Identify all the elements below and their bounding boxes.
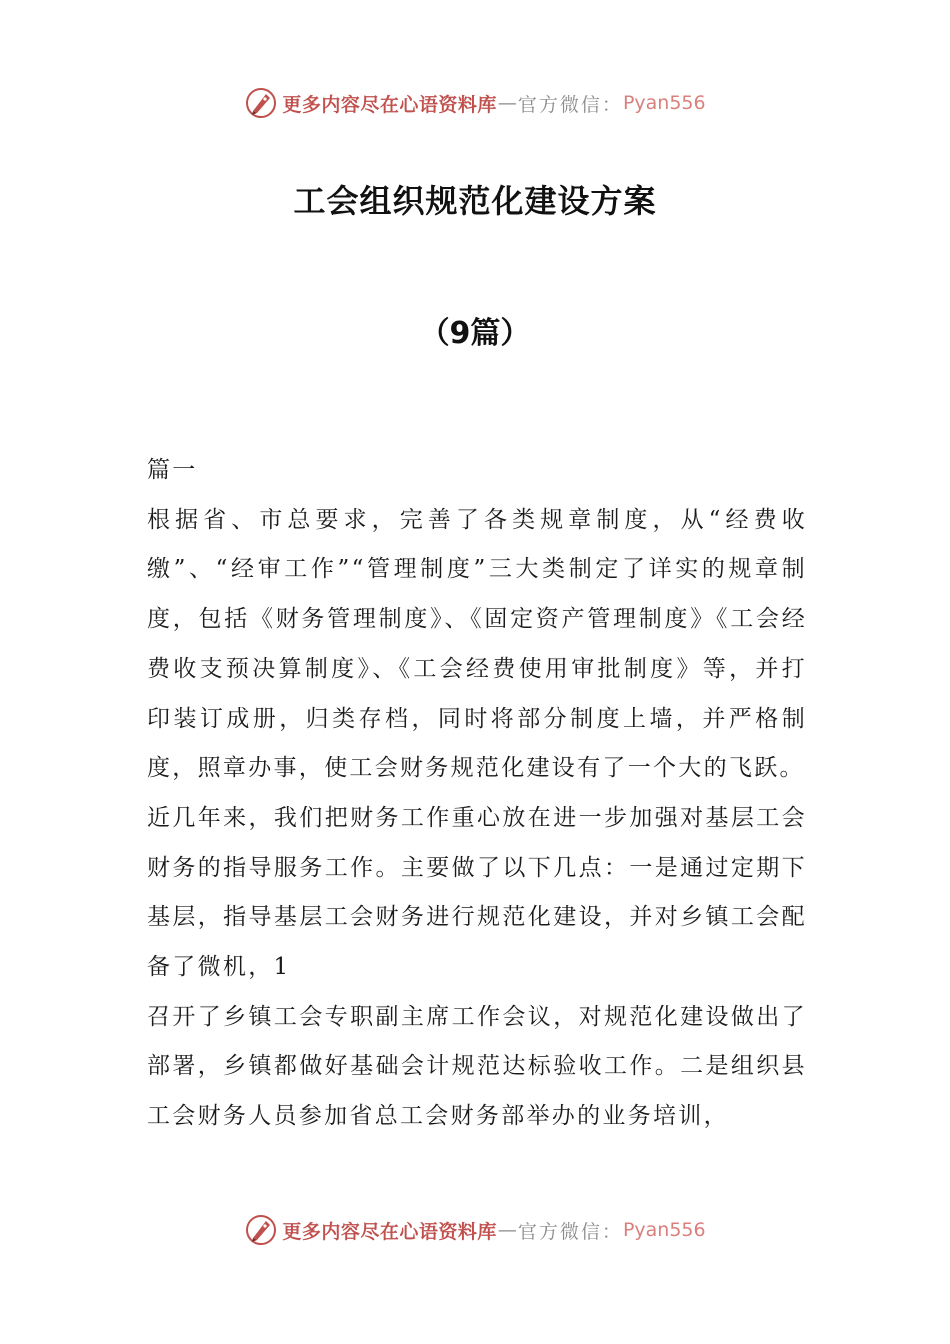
- banner-separator: —: [497, 92, 517, 114]
- section-heading: 篇一: [147, 457, 198, 483]
- document-body: [147, 446, 807, 1142]
- pen-nib-logo-icon: [244, 86, 278, 120]
- banner-separator: —: [497, 1219, 517, 1241]
- banner-label: 官方微信：: [517, 1220, 623, 1243]
- banner-label: 官方微信：: [517, 93, 623, 116]
- banner-wechat-id: Pyan556: [622, 1219, 706, 1241]
- header-banner: [0, 83, 950, 123]
- document-subtitle: （9篇）: [419, 316, 531, 351]
- footer-banner: [0, 1210, 950, 1250]
- paragraph: 根据省、市总要求，完善了各类规章制度，从“经费收缴”、“经审工作”“管理制度”三大类制定了详实的规章制度，包括《财务管理制度》、《固定资产管理制度》《工会经费收支预决算制度》、《工会经费使用审批制度》等，并打印装订成册，归类存档，同时将部分制度上墙，并严格制度，照章办事，使工会财务规范化建设有了一个大的飞跃。: [147, 506, 807, 782]
- banner-wechat-id: Pyan556: [622, 92, 706, 114]
- document-title: 工会组织规范化建设方案: [293, 182, 657, 220]
- paragraph: 召开了乡镇工会专职副主席工作会议，对规范化建设做出了部署，乡镇都做好基础会计规范达标验收工作。二是组织县工会财务人员参加省总工会财务部举办的业务培训，: [147, 1003, 807, 1130]
- pen-nib-logo-icon: [244, 1213, 278, 1247]
- banner-text: 更多内容尽在心语资料库: [282, 1220, 497, 1243]
- paragraph: 近几年来，我们把财务工作重心放在进一步加强对基层工会财务的指导服务工作。主要做了以下几点：一是通过定期下基层，指导基层工会财务进行规范化建设，并对乡镇工会配备了微机，1: [147, 804, 807, 981]
- banner-text: 更多内容尽在心语资料库: [282, 93, 497, 116]
